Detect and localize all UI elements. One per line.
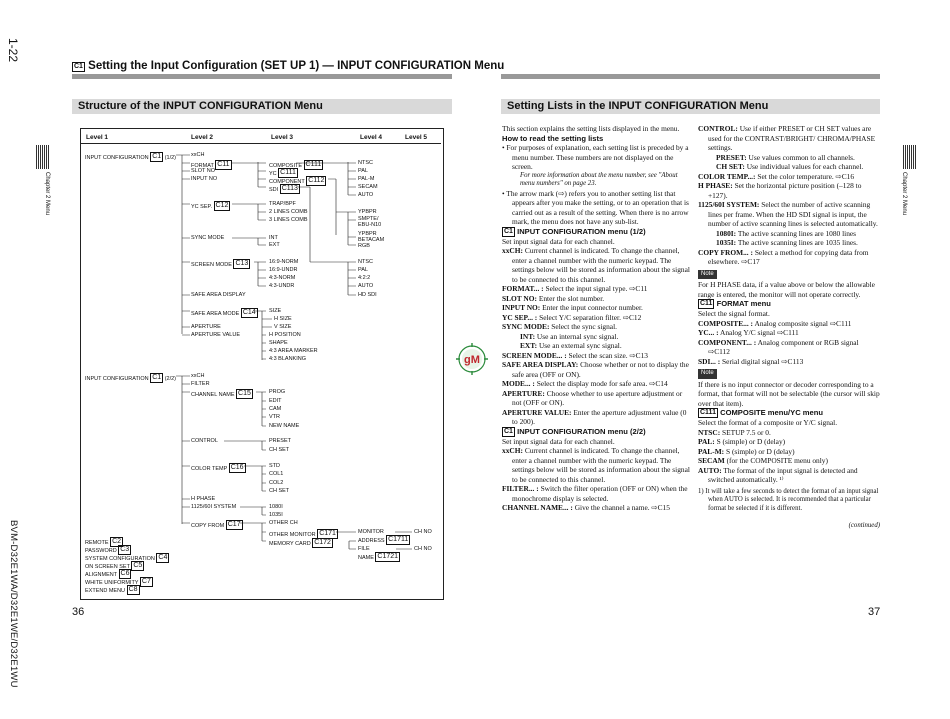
side-chapter-label-right: Chapter 2 Menu	[901, 172, 907, 216]
setting-item: SDI... : Serial digital signal ⇨C113	[698, 356, 804, 366]
level2-item: CONTROL	[191, 438, 218, 444]
level3-item: STD	[269, 463, 280, 469]
level2-item: FORMAT C11	[191, 161, 230, 169]
side-page-number: 1-22	[6, 38, 20, 63]
setting-item: SECAM (for the COMPOSITE menu only)	[698, 456, 828, 465]
level3-item: 4:3 BLANKING	[269, 356, 306, 362]
c1b-intro: Set input signal data for each channel.	[502, 436, 615, 446]
level4-item: EBU-N10	[358, 222, 382, 228]
c111-intro: Select the format of a composite or Y/C signal.	[698, 418, 838, 427]
level3-item: COL2	[269, 480, 284, 486]
setting-item: xxCH: Current channel is indicated. To change the channel, enter a channel number with the numeric keypad. The settings below will be stored as information about the signal to be connected to this channel.	[502, 246, 690, 284]
level3-item: EXT	[269, 242, 280, 248]
level3-item: OTHER MONITOR C171	[269, 530, 336, 538]
level3-item: PROG	[269, 389, 286, 395]
level1-alignment: ALIGNMENT C6	[85, 570, 130, 578]
level5-item: CH NO	[414, 529, 432, 535]
level4-item: YPBPR	[358, 209, 377, 215]
level3-item: COL1	[269, 471, 284, 477]
bullet-text: • The arrow mark (⇨) refers you to another setting list that appears after you make the setting, or to an operation that is carried out as a result of the setting. When there is no arrow mark, the menu does not have any sub-list.	[502, 188, 689, 226]
level3-item: MEMORY CARD C172	[269, 539, 331, 547]
level3-item: PRESET	[269, 438, 292, 444]
level3-item: 1080I	[269, 504, 283, 510]
level4-item: HD SDI	[358, 292, 377, 298]
setting-item: COLOR TEMP...: Set the color temperature. ⇨C16	[698, 171, 855, 181]
c1-heading: C1 INPUT CONFIGURATION menu (1/2)	[504, 226, 646, 236]
level2-item: SYNC MODE	[191, 235, 225, 241]
title-menu-box: C1	[74, 63, 83, 70]
level4-item: SECAM	[358, 184, 378, 190]
level3-item: 1035I	[269, 512, 283, 518]
level3-item: INT	[269, 235, 278, 241]
level4-item: NAME C1721	[358, 553, 399, 561]
level1-white-uniformity: WHITE UNIFORMITY C7	[85, 578, 151, 586]
level3-item: COMPOSITE C111	[269, 161, 322, 169]
level3-item: TRAP/BPF	[269, 201, 296, 207]
setting-item: SYNC MODE: Select the sync signal.	[502, 322, 617, 331]
level2-item: FILTER	[191, 381, 210, 387]
intro-text: This section explains the setting lists displayed in the menu.	[502, 124, 680, 133]
c11-heading: C11 FORMAT menu	[700, 299, 771, 308]
level3-item: 16:9-UNDR	[269, 267, 298, 273]
level4-item: ADDRESS C1711	[358, 536, 409, 544]
level3-item: 16:9-NORM	[269, 259, 299, 265]
level1-remote: REMOTE C2	[85, 538, 122, 546]
section-heading-left: Structure of the INPUT CONFIGURATION Menu	[72, 99, 452, 114]
level3-item: 4:3-UNDR	[269, 283, 295, 289]
level4-item: NTSC	[358, 160, 373, 166]
level3-item: SIZE	[269, 308, 282, 314]
level3-item: OTHER CH	[269, 520, 298, 526]
level4-item: PAL	[358, 168, 368, 174]
level3-item: VTR	[269, 414, 280, 420]
level4-item: SMPTE/	[358, 216, 379, 222]
setting-item: SLOT NO: Enter the slot number.	[502, 293, 605, 303]
level2-item: INPUT NO	[191, 176, 218, 182]
footnote: 1) It will take a few seconds to detect the format of an input signal when AUTO is selected. It is recommended that a particular format be selected if it is different.	[698, 487, 879, 512]
svg-text:gM: gM	[464, 354, 480, 366]
level2-item: SAFE AREA DISPLAY	[191, 292, 246, 298]
level3-item: CH SET	[269, 488, 290, 494]
setting-item: MODE... : Select the display mode for safe area. ⇨C14	[502, 379, 668, 388]
level3-item: NEW NAME	[269, 423, 300, 429]
setting-item: SAFE AREA DISPLAY: Choose whether or not to display the safe area (OFF or ON).	[502, 360, 689, 379]
setting-item: AUTO: The format of the input signal is detected and switched automatically. ¹⁾	[698, 465, 858, 484]
level2-item: COPY FROM C17	[191, 521, 241, 529]
level3-item: CAM	[269, 406, 282, 412]
chapter-thumb-tab-right	[903, 145, 917, 169]
level2-item: YC SEP. C12	[191, 202, 229, 210]
setting-item: H PHASE: Set the horizontal picture position (–128 to +127).	[698, 181, 862, 200]
level3-item: EDIT	[269, 398, 282, 404]
level2-item: xxCH	[191, 373, 205, 379]
level4-item: BETACAM	[358, 237, 385, 243]
setting-item: PAL-M: S (simple) or D (delay)	[698, 446, 795, 456]
top-rule-right	[501, 74, 880, 79]
level4-item: YPBPR	[358, 231, 377, 237]
title-text: Setting the Input Configuration (SET UP 1) — INPUT CONFIGURATION Menu	[88, 60, 505, 72]
level3-item: 2 LINES COMB	[269, 209, 308, 215]
level4-item: PAL-M	[358, 176, 375, 182]
how-to-heading: How to read the setting lists	[502, 133, 604, 143]
level3-item: H POSITION	[269, 332, 301, 338]
setting-item: xxCH: Current channel is indicated. To change the channel, enter a channel number with the numeric keypad. The settings below will be stored as information about the signal to be connected to this channel.	[502, 446, 690, 484]
level1-extend-menu: EXTEND MENU C8	[85, 586, 138, 594]
setting-item: 1125/60I SYSTEM: Select the number of active scanning lines per frame. When the HD SDI signal is input, the number of active scanning lines is selected automatically.	[698, 200, 878, 228]
level2-item: SAFE AREA MODE C14	[191, 309, 256, 317]
note-text: For H PHASE data, if a value above or below the allowable range is entered, the monitor will not operate correctly.	[698, 280, 875, 299]
continued-label: (continued)	[848, 522, 880, 529]
setting-item: SCREEN MODE... : Select the scan size. ⇨C13	[502, 350, 648, 360]
c1b-heading: C1 INPUT CONFIGURATION menu (2/2)	[504, 426, 646, 436]
setting-subitem: 1080I: The active scanning lines are 1080 lines	[716, 228, 857, 238]
setting-item: YC SEP... : Select Y/C separation filter. ⇨C12	[502, 312, 642, 322]
setting-item: COMPONENT... : Analog component or RGB signal ⇨C112	[698, 337, 859, 356]
setting-subitem: EXT: Use an external sync signal.	[520, 341, 622, 350]
level1-system-config: SYSTEM CONFIGURATION C4	[85, 554, 168, 562]
setting-item: COPY FROM... : Select a method for copying data from elsewhere. ⇨C17	[698, 247, 869, 266]
setting-item: APERTURE: Choose whether to use aperture adjustment or not (OFF or ON).	[502, 388, 683, 407]
side-chapter-label: Chapter 2 Menu	[44, 172, 50, 216]
level1-on-screen-set: ON SCREEN SET C5	[85, 562, 143, 570]
level4-item: AUTO	[358, 192, 374, 198]
setting-item: CONTROL: Use if either PRESET or CH SET values are used for the CONTRAST/BRIGHT/ CHROMA/PHASE settings.	[698, 124, 876, 152]
level4-item: PAL	[358, 267, 368, 273]
level4-item: NTSC	[358, 259, 373, 265]
setting-item: PAL: S (simple) or D (delay)	[698, 437, 786, 446]
section-heading-right: Setting Lists in the INPUT CONFIGURATION Menu	[501, 99, 880, 114]
level3-item: 3 LINES COMB	[269, 217, 308, 223]
level4-item: RGB	[358, 243, 370, 249]
page-number-right: 37	[868, 606, 881, 618]
level5-item: CH NO	[414, 546, 432, 552]
level3-item: SHAPE	[269, 340, 288, 346]
level3-item: 4:3 AREA MARKER	[269, 348, 318, 354]
page-number-left: 36	[72, 606, 85, 618]
setting-item: FILTER... : Switch the filter operation (OFF or ON) when the monochrome display is selected.	[502, 484, 688, 503]
setting-subitem: CH SET: Use individual values for each channel.	[716, 162, 864, 171]
level-header: Level 3	[271, 134, 294, 141]
reference-text: For more information about the menu number, see "About menu numbers" on page 23.	[520, 171, 678, 187]
level2-item: APERTURE	[191, 324, 221, 330]
level2-item: APERTURE VALUE	[191, 332, 241, 338]
level2-item: SLOT NO	[191, 168, 216, 174]
level2-item: SCREEN MODE C13	[191, 260, 249, 268]
level1-input-config-2: INPUT CONFIGURATION C1 (2/2)	[85, 374, 176, 382]
setting-item: CHANNEL NAME... : Give the channel a name. ⇨C15	[502, 503, 670, 512]
setting-subitem: INT: Use an internal sync signal.	[520, 331, 619, 341]
setting-item: COMPOSITE... : Analog composite signal ⇨C111	[698, 318, 852, 328]
level1-password: PASSWORD C3	[85, 546, 130, 554]
gm-watermark-logo	[456, 343, 488, 375]
setting-item: APERTURE VALUE: Enter the aperture adjustment value (0 to 200).	[502, 407, 687, 426]
setting-item: FORMAT... : Select the input signal type. ⇨C11	[502, 284, 648, 293]
level4-item: MONITOR	[358, 529, 384, 535]
level2-item: 1125/60I SYSTEM	[191, 504, 237, 510]
level3-item: SDI C113	[269, 185, 298, 193]
level4-item: 4:2:2	[358, 275, 371, 281]
level4-item: FILE	[358, 546, 370, 552]
level3-item: CH SET	[269, 447, 290, 453]
setting-item: INPUT NO: Enter the input connector number.	[502, 303, 643, 312]
level1-input-config-1: INPUT CONFIGURATION C1 (1/2)	[85, 153, 176, 161]
level2-item: H PHASE	[191, 496, 216, 502]
level-header: Level 5	[405, 134, 428, 141]
level4-item: AUTO	[358, 283, 374, 289]
level3-item: H SIZE	[274, 316, 292, 322]
level2-item: xxCH	[191, 152, 205, 158]
c11-intro: Select the signal format.	[698, 309, 770, 318]
note-label: Note	[698, 270, 717, 280]
level2-item: CHANNEL NAME C15	[191, 390, 251, 398]
setting-subitem: PRESET: Use values common to all channels.	[716, 152, 855, 162]
level-header: Level 2	[191, 134, 214, 141]
side-model-name: BVM-D32E1WA/D32E1WE/D32E1WU	[8, 520, 19, 688]
setting-subitem: 1035I: The active scanning lines are 1035 lines.	[716, 238, 858, 247]
level2-item: COLOR TEMP C16	[191, 464, 244, 472]
level3-item: YC C111	[269, 169, 296, 177]
level-header: Level 4	[360, 134, 383, 141]
setting-item: YC... : Analog Y/C signal ⇨C111	[698, 328, 799, 337]
c111-heading: C111 COMPOSITE menu/YC menu	[700, 408, 824, 417]
c1-intro: Set input signal data for each channel.	[502, 236, 615, 246]
level3-item: 4:3-NORM	[269, 275, 296, 281]
right-column-1	[502, 124, 690, 513]
setting-item: NTSC: SETUP 7.5 or 0.	[698, 427, 771, 437]
level-header: Level 1	[86, 134, 109, 141]
note-label: Note	[698, 369, 717, 379]
level3-item: COMPONENT C112	[269, 177, 325, 185]
right-column-2	[698, 124, 880, 531]
note-text: If there is no input connector or decoder corresponding to a format, that format will not be selectable (the cursor will skip over that item).	[698, 379, 880, 408]
level3-item: V SIZE	[274, 324, 292, 330]
bullet-text: • For purposes of explanation, each setting list is preceded by a menu number. These numbers are not displayed on the screen.	[502, 143, 689, 171]
